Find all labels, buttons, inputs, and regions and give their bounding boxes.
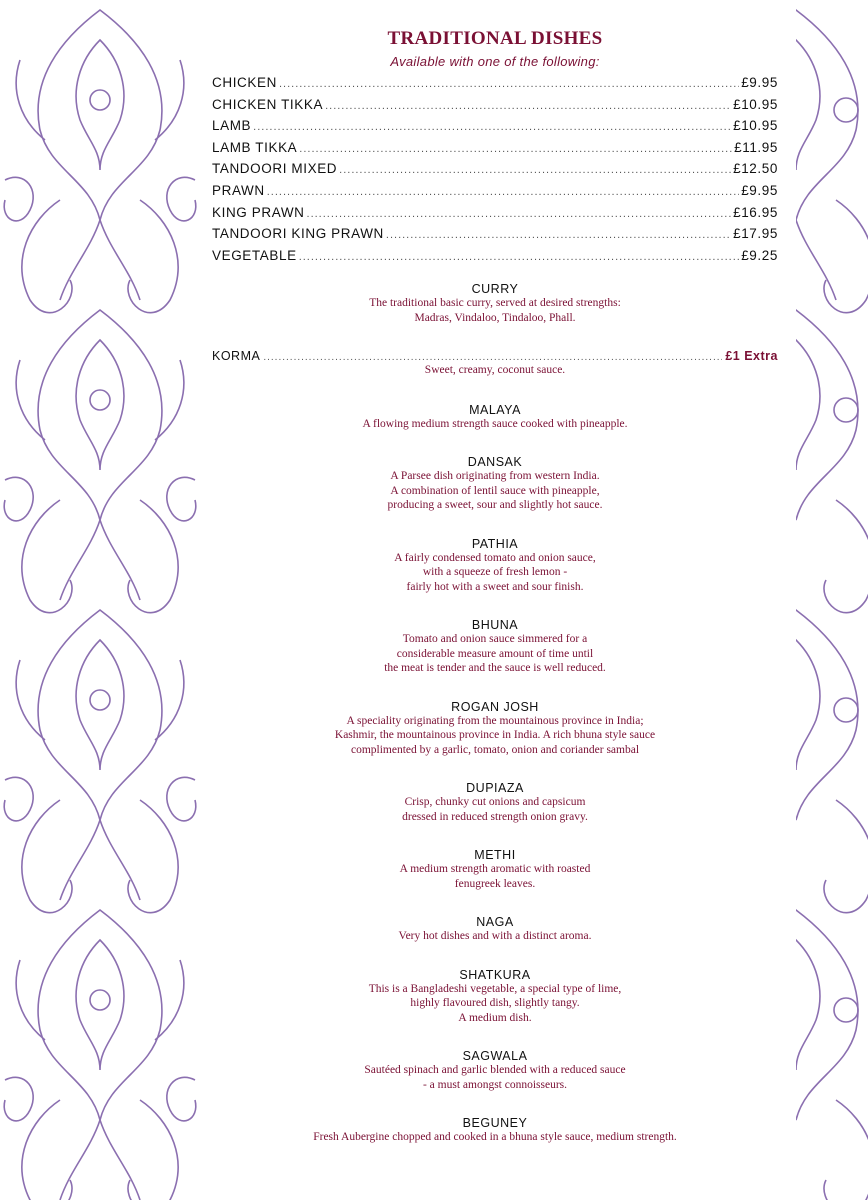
damask-pattern-icon <box>796 0 868 1200</box>
dish-description: A fairly condensed tomato and onion sauce, with a squeeze of fresh lemon - fairly hot with a sweet and sour finish. <box>394 551 596 593</box>
price-row <box>212 226 778 248</box>
dish-name: PATHIA <box>471 536 519 551</box>
extra-charge: £1 Extra <box>725 349 778 364</box>
price-row <box>212 75 778 97</box>
price-value: £16.95 <box>733 204 778 220</box>
price-item-label: CHICKEN <box>212 75 277 90</box>
price-item-label: PRAWN <box>212 182 265 198</box>
dish-description: Sweet, creamy, coconut sauce. <box>424 364 566 377</box>
price-row <box>212 205 778 227</box>
price-item-label: TANDOORI MIXED <box>212 161 338 177</box>
dish-name: KORMA <box>212 349 261 364</box>
page-subtitle: Available with one of the following: <box>390 54 600 69</box>
dot-leader <box>299 143 732 155</box>
dish-name: METHI <box>474 848 516 863</box>
dot-leader <box>339 164 731 176</box>
price-value: £10.95 <box>733 96 778 112</box>
dish-korma <box>212 349 778 378</box>
dish-sagwala <box>212 1049 778 1092</box>
price-list <box>212 75 778 269</box>
price-item-label: CHICKEN TIKKA <box>212 96 324 112</box>
dish-name: NAGA <box>476 915 514 930</box>
dish-description: A medium strength aromatic with roasted fenugreek leaves. <box>399 863 591 890</box>
dish-beguney <box>212 1116 778 1145</box>
price-item-label: TANDOORI KING PRAWN <box>212 226 384 242</box>
dish-description: Crisp, chunky cut onions and capsicum dressed in reduced strength onion gravy. <box>402 796 588 823</box>
damask-pattern-icon <box>0 0 200 1200</box>
dish-name: DANSAK <box>467 455 523 470</box>
dish-name: CURRY <box>471 282 519 297</box>
price-value: £11.95 <box>734 139 778 155</box>
price-row <box>212 140 778 162</box>
dish-name: SAGWALA <box>462 1049 528 1064</box>
dish-rogan-josh <box>212 700 778 758</box>
dish-description: This is a Bangladeshi vegetable, a special type of lime, highly flavoured dish, slightly tangy. A medium dish. <box>368 982 622 1024</box>
price-value: £17.95 <box>733 226 778 242</box>
dish-naga <box>212 915 778 944</box>
price-item-label: VEGETABLE <box>212 247 297 263</box>
price-row <box>212 161 778 183</box>
dish-description: Very hot dishes and with a distinct aroma. <box>398 930 592 943</box>
dot-leader <box>253 121 731 133</box>
dish-pathia <box>212 537 778 595</box>
dish-name: SHATKURA <box>459 967 531 982</box>
dish-dupiaza <box>212 781 778 824</box>
dish-description: A flowing medium strength sauce cooked with pineapple. <box>362 417 628 430</box>
dish-description: A Parsee dish originating from western India. A combination of lentil sauce with pineapple, producing a sweet, sour and slightly hot sauce. <box>387 470 603 512</box>
price-value: £9.95 <box>741 75 778 90</box>
price-item-label: LAMB TIKKA <box>212 139 298 155</box>
dish-name: ROGAN JOSH <box>451 699 539 714</box>
dish-description: Tomato and onion sauce simmered for a considerable measure amount of time until the meat is tender and the sauce is well reduced. <box>384 633 606 675</box>
korma-row <box>212 349 778 363</box>
dish-name: MALAYA <box>469 402 521 417</box>
dish-name: DUPIAZA <box>466 781 524 796</box>
price-value: £12.50 <box>733 161 778 177</box>
menu-content <box>212 0 778 1145</box>
dish-description: The traditional basic curry, served at desired strengths: Madras, Vindaloo, Tindaloo, Phall. <box>369 297 621 324</box>
dish-description: Fresh Aubergine chopped and cooked in a bhuna style sauce, medium strength. <box>313 1131 677 1144</box>
dish-malaya <box>212 403 778 432</box>
price-value: £9.25 <box>741 247 778 263</box>
price-value: £9.95 <box>741 182 778 198</box>
dot-leader <box>307 208 732 220</box>
dot-leader <box>299 251 740 263</box>
dot-leader <box>267 186 739 198</box>
left-ornamental-border <box>0 0 200 1200</box>
dot-leader <box>263 352 722 363</box>
right-ornamental-border <box>796 0 868 1200</box>
price-item-label: LAMB <box>212 118 252 134</box>
price-value: £10.95 <box>733 118 778 134</box>
dot-leader <box>279 78 739 90</box>
dish-description: A speciality originating from the mountainous province in India; Kashmir, the mountainous province in India. A rich bhuna style sauce complimented by a garlic, tomato, onion and coriander sambal <box>334 714 656 756</box>
dish-shatkura <box>212 968 778 1026</box>
dish-name: BHUNA <box>471 618 519 633</box>
dot-leader <box>325 100 731 112</box>
dish-methi <box>212 848 778 891</box>
price-row <box>212 183 778 205</box>
dish-name: BEGUNEY <box>462 1116 528 1131</box>
dish-curry <box>212 282 778 325</box>
price-row <box>212 118 778 140</box>
page-title: TRADITIONAL DISHES <box>387 28 603 49</box>
price-item-label: KING PRAWN <box>212 204 305 220</box>
price-row <box>212 248 778 270</box>
dish-dansak <box>212 455 778 513</box>
dish-bhuna <box>212 618 778 676</box>
dot-leader <box>386 229 731 241</box>
price-row <box>212 97 778 119</box>
dish-description: Sautéed spinach and garlic blended with a reduced sauce - a must amongst connoisseurs. <box>364 1064 626 1091</box>
